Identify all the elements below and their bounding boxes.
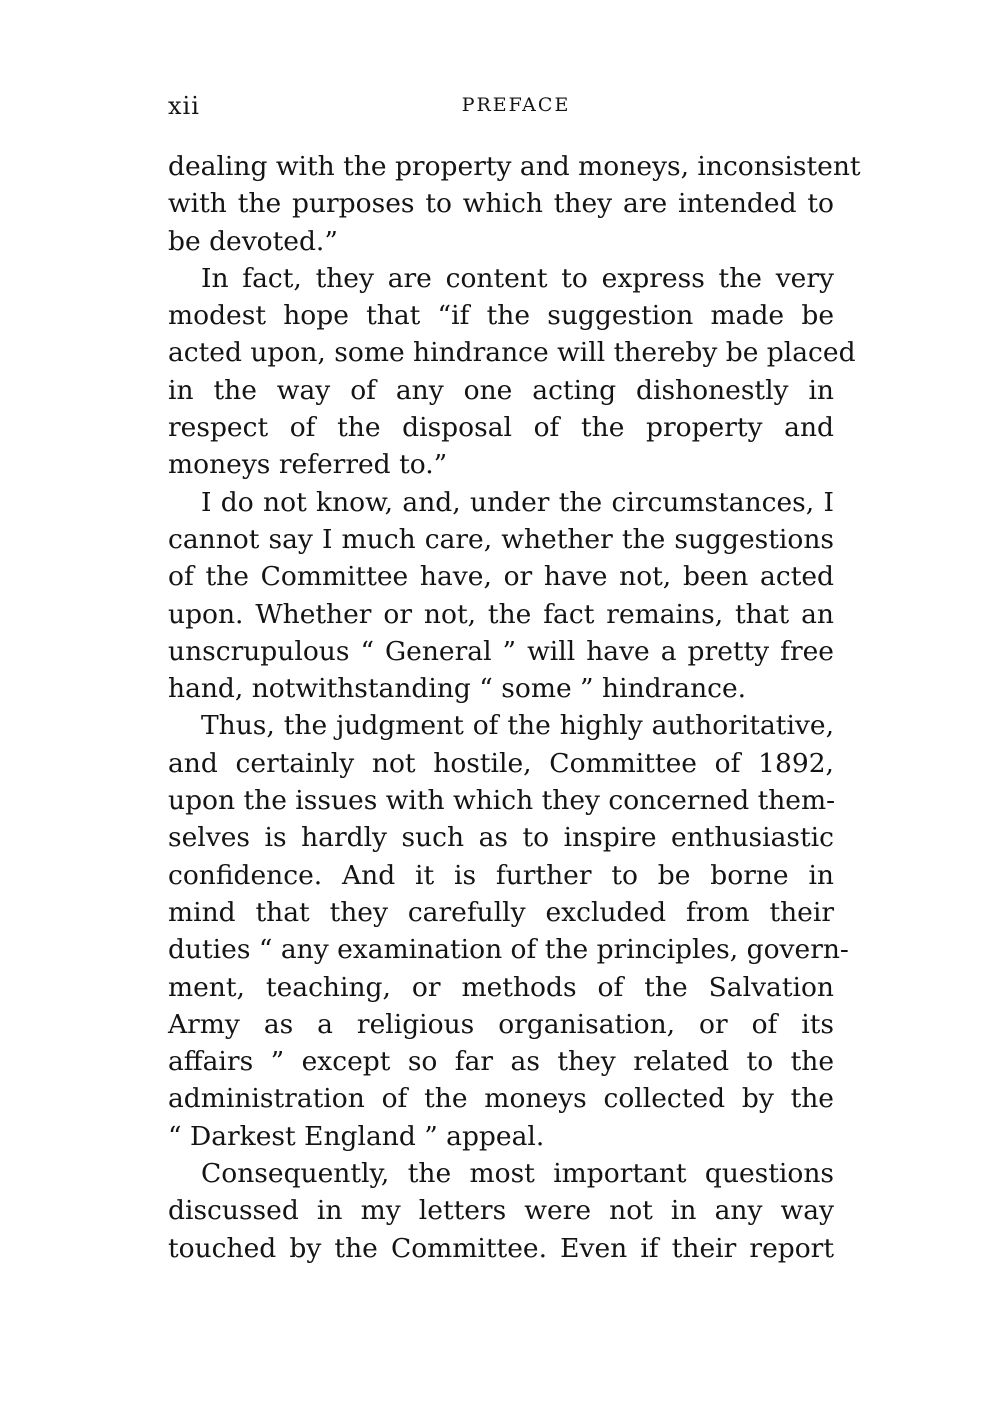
text-line: upon. Whether or not, the fact remains, that an	[168, 598, 834, 630]
text-line: with the purposes to which they are intended to	[168, 188, 834, 220]
body-text	[168, 148, 861, 1267]
text-line: and certainly not hostile, Committee of 1892,	[168, 747, 834, 779]
text-line: In fact, they are content to express the very	[201, 262, 834, 294]
paragraph	[168, 707, 849, 1155]
text-line: I do not know, and, under the circumstances, I	[201, 486, 834, 518]
text-line: unscrupulous “ General ” will have a pretty free	[168, 635, 834, 667]
text-line: be devoted.”	[168, 225, 338, 257]
text-line: dealing with the property and moneys, inconsistent	[168, 151, 861, 182]
text-line: Thus, the judgment of the highly authoritative,	[201, 710, 834, 742]
running-title: PREFACE	[461, 94, 571, 116]
text-line: duties “ any examination of the principles, govern-	[168, 934, 849, 966]
text-line: Army as a religious organisation, or of its	[168, 1008, 834, 1040]
text-line: acted upon, some hindrance will thereby be placed	[168, 337, 856, 369]
paragraph	[168, 1155, 834, 1267]
text-line: hand, notwithstanding “ some ” hindrance.	[168, 673, 747, 705]
paragraph	[168, 148, 861, 260]
text-line: moneys referred to.”	[168, 449, 448, 481]
text-line: respect of the disposal of the property and	[168, 412, 834, 444]
text-line: discussed in my letters were not in any way	[168, 1195, 834, 1227]
text-line: mind that they carefully excluded from their	[168, 896, 834, 928]
text-line: administration of the moneys collected by the	[168, 1083, 834, 1115]
text-line: ment, teaching, or methods of the Salvation	[168, 971, 834, 1003]
text-line: touched by the Committee. Even if their report	[168, 1232, 834, 1264]
text-line: “ Darkest England ” appeal.	[168, 1120, 545, 1152]
text-line: affairs ” except so far as they related to the	[168, 1046, 834, 1078]
text-line: in the way of any one acting dishonestly in	[168, 374, 834, 406]
text-line: selves is hardly such as to inspire enthusiastic	[168, 822, 834, 854]
paragraph	[168, 260, 856, 484]
text-line: confidence. And it is further to be borne in	[168, 859, 834, 891]
paragraph	[168, 484, 834, 708]
text-line: upon the issues with which they concerned them-	[168, 785, 836, 817]
page-number: xii	[168, 92, 200, 120]
text-line: cannot say I much care, whether the suggestions	[168, 523, 834, 555]
text-line: of the Committee have, or have not, been acted	[168, 561, 834, 593]
text-line: modest hope that “if the suggestion made be	[168, 300, 834, 332]
text-line: Consequently, the most important questions	[201, 1158, 834, 1190]
running-head	[168, 92, 834, 124]
